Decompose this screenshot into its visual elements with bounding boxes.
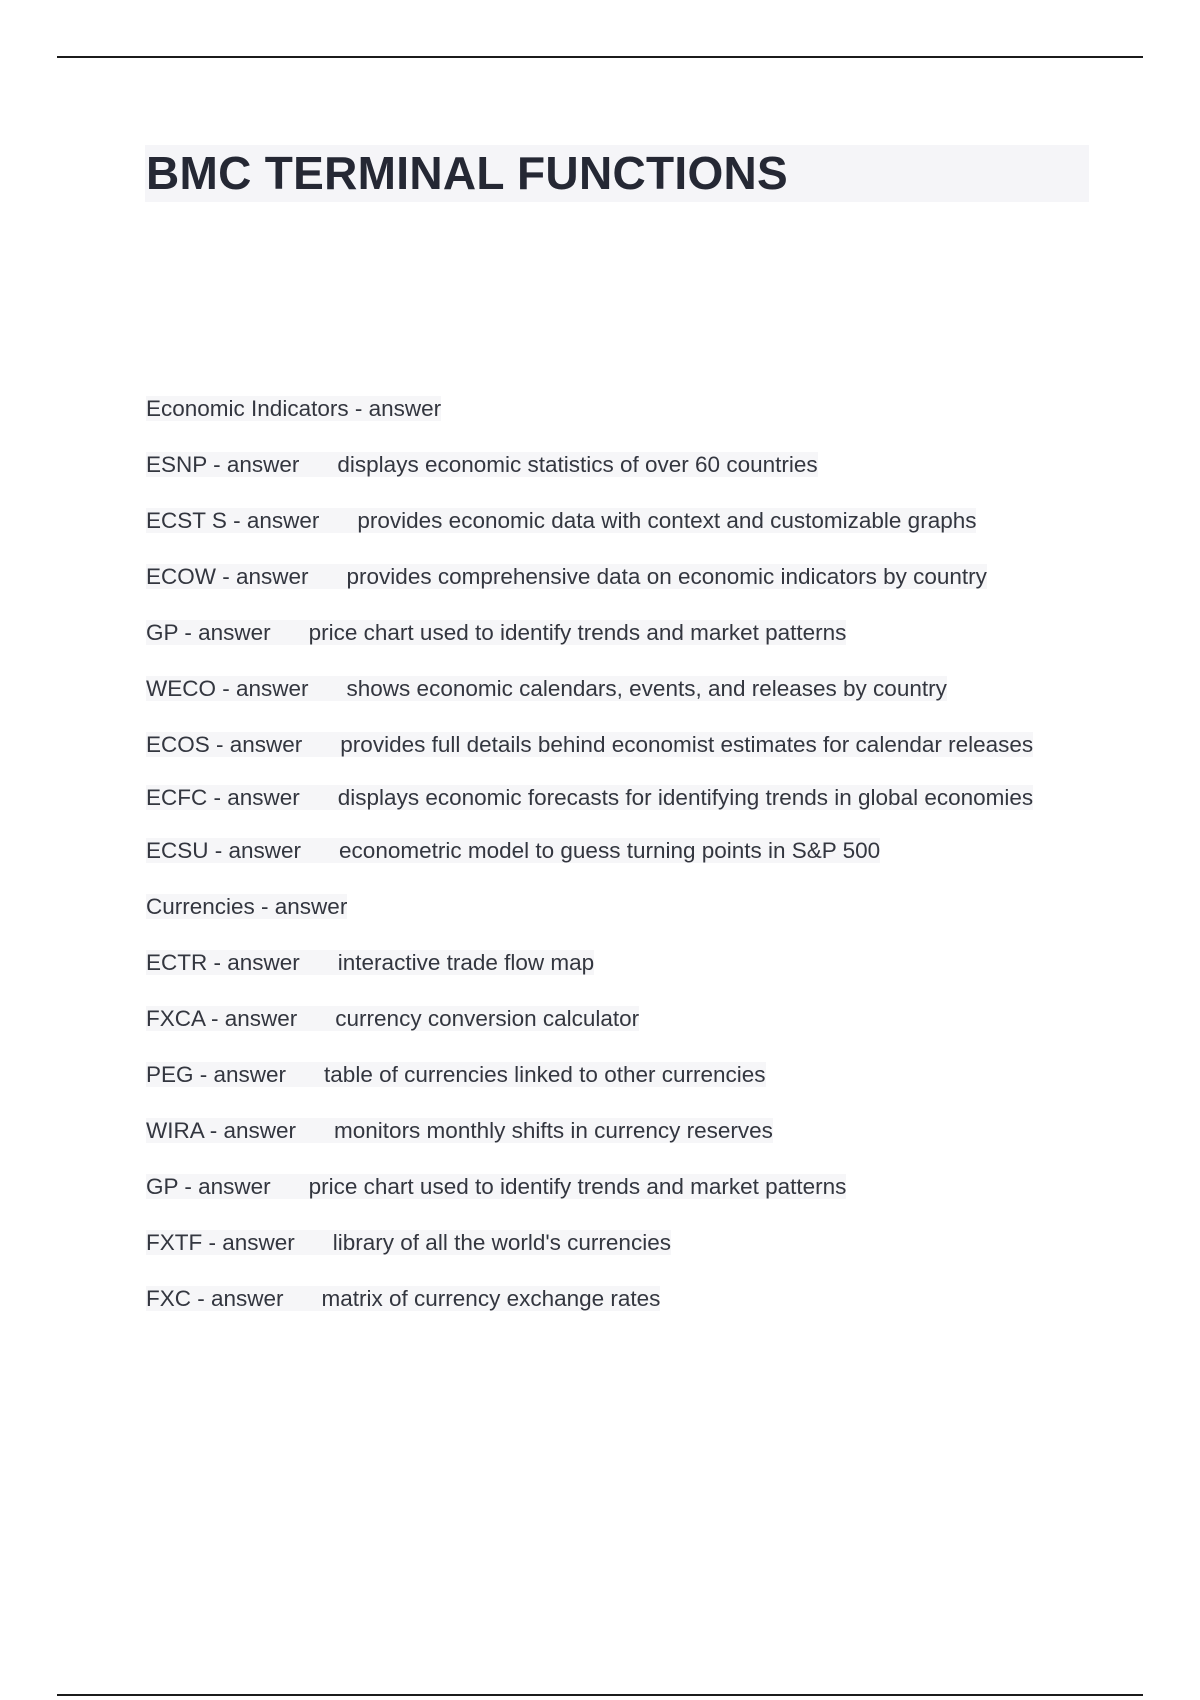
entry-term: ESNP - answer bbox=[146, 452, 337, 477]
entry-definition: shows economic calendars, events, and releases by country bbox=[346, 676, 947, 701]
flashcard-list bbox=[146, 395, 1086, 1341]
entry-gp-2 bbox=[146, 1173, 1086, 1200]
entry-definition: provides economic data with context and customizable graphs bbox=[357, 508, 977, 533]
entry-weco bbox=[146, 675, 1086, 702]
entry-ecow bbox=[146, 563, 1086, 590]
entry-fxca bbox=[146, 1005, 1086, 1032]
entry-term: FXC - answer bbox=[146, 1286, 322, 1311]
entry-definition: displays economic forecasts for identifying trends in global economies bbox=[337, 785, 1034, 810]
section-heading-currencies bbox=[146, 893, 1086, 920]
entry-term: WIRA - answer bbox=[146, 1118, 334, 1143]
entry-definition: displays economic statistics of over 60 countries bbox=[337, 452, 818, 477]
entry-ecfc bbox=[146, 784, 1086, 811]
entry-wira bbox=[146, 1117, 1086, 1144]
entry-ecos bbox=[146, 731, 1086, 758]
entry-term: Currencies - answer bbox=[146, 894, 348, 919]
entry-ecsu bbox=[146, 837, 1086, 864]
entry-term: ECTR - answer bbox=[146, 950, 338, 975]
entry-term: GP - answer bbox=[146, 620, 309, 645]
entry-definition: interactive trade flow map bbox=[337, 950, 595, 975]
entry-term: ECFC - answer bbox=[146, 785, 338, 810]
entry-term: GP - answer bbox=[146, 1174, 309, 1199]
entry-ecst-s bbox=[146, 507, 1086, 534]
entry-term: ECSU - answer bbox=[146, 838, 339, 863]
entry-definition: provides full details behind economist estimates for calendar releases bbox=[340, 732, 1034, 757]
entry-fxtf bbox=[146, 1229, 1086, 1256]
entry-term: ECOW - answer bbox=[146, 564, 347, 589]
entry-definition: monitors monthly shifts in currency reserves bbox=[334, 1118, 773, 1143]
entry-gp bbox=[146, 619, 1086, 646]
entry-fxc bbox=[146, 1285, 1086, 1312]
bottom-rule bbox=[57, 1694, 1143, 1696]
entry-esnp bbox=[146, 451, 1086, 478]
entry-definition: econometric model to guess turning points in S&P 500 bbox=[339, 838, 881, 863]
entry-term: Economic Indicators - answer bbox=[146, 396, 442, 421]
entry-term: WECO - answer bbox=[146, 676, 347, 701]
entry-ectr bbox=[146, 949, 1086, 976]
top-rule bbox=[57, 56, 1143, 58]
page-title: BMC TERMINAL FUNCTIONS bbox=[146, 147, 789, 199]
entry-term: ECOS - answer bbox=[146, 732, 340, 757]
entry-term: FXCA - answer bbox=[146, 1006, 335, 1031]
entry-term: ECST S - answer bbox=[146, 508, 357, 533]
section-heading-economic-indicators bbox=[146, 395, 1086, 422]
entry-definition: price chart used to identify trends and market patterns bbox=[308, 1174, 847, 1199]
entry-definition: currency conversion calculator bbox=[335, 1006, 640, 1031]
entry-definition: library of all the world's currencies bbox=[332, 1230, 671, 1255]
entry-definition: provides comprehensive data on economic indicators by country bbox=[346, 564, 987, 589]
entry-term: PEG - answer bbox=[146, 1062, 324, 1087]
entry-definition: matrix of currency exchange rates bbox=[321, 1286, 661, 1311]
entry-definition: price chart used to identify trends and market patterns bbox=[308, 620, 847, 645]
entry-definition: table of currencies linked to other currencies bbox=[324, 1062, 766, 1087]
entry-peg bbox=[146, 1061, 1086, 1088]
entry-term: FXTF - answer bbox=[146, 1230, 333, 1255]
